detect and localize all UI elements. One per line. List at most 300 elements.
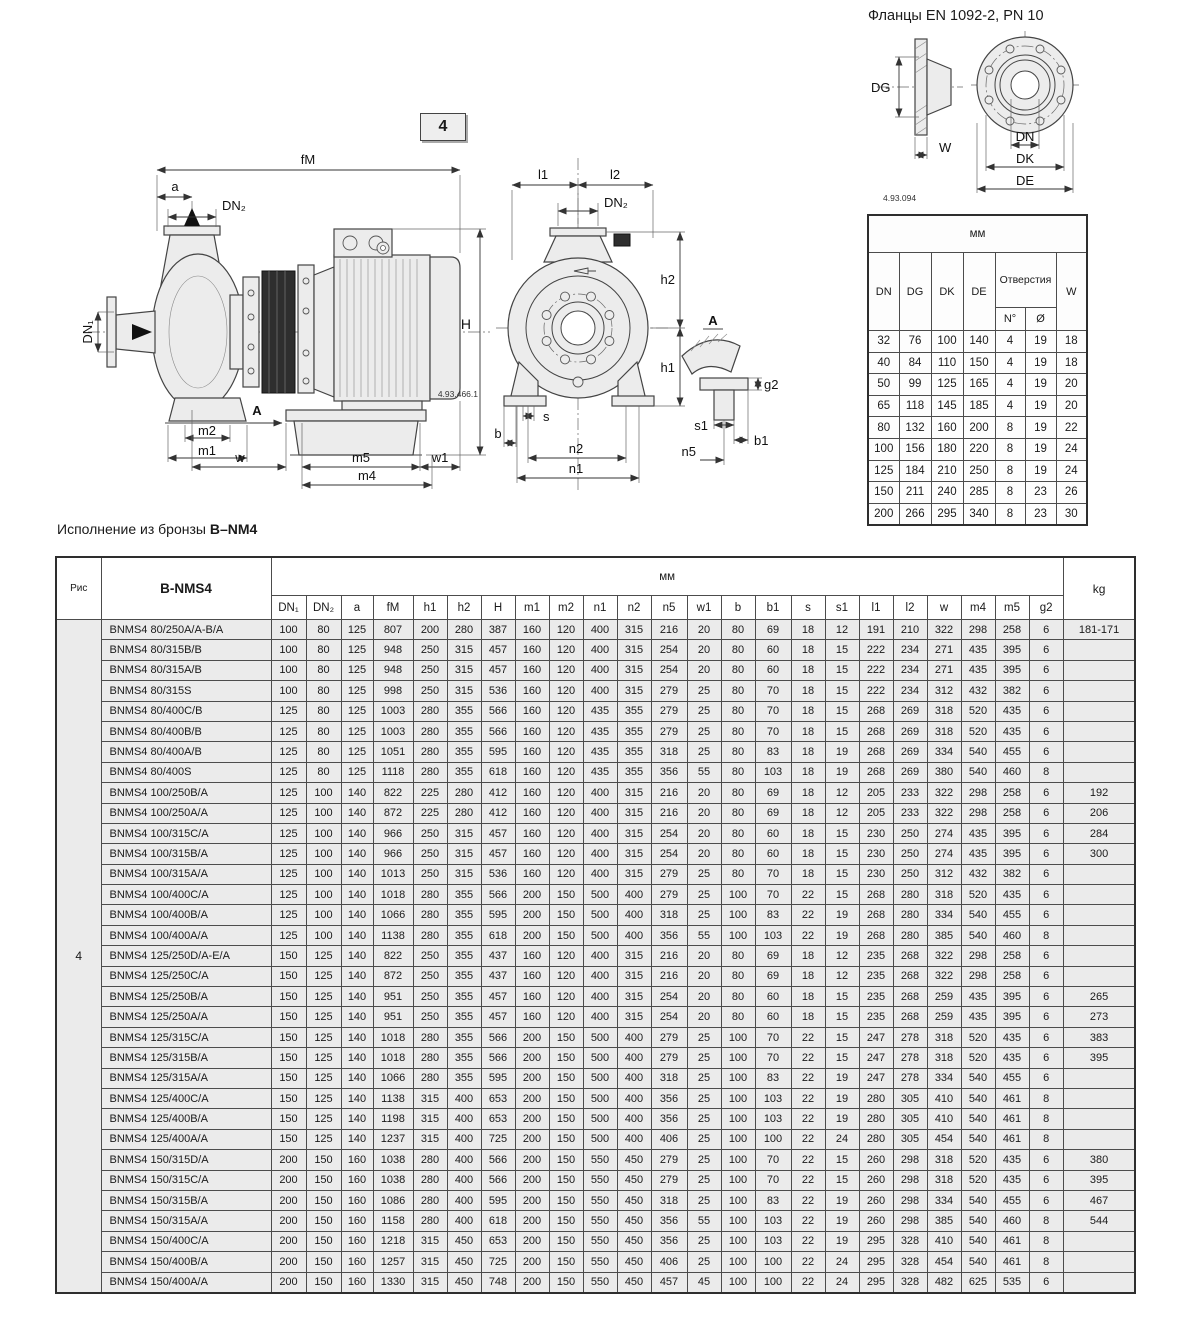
drawing-ref-number: 4.93.466.1 bbox=[437, 389, 478, 399]
dim-cell: 550 bbox=[583, 1272, 617, 1293]
dim-cell: 254 bbox=[651, 640, 687, 660]
dim-cell: 280 bbox=[893, 925, 927, 945]
pump-model-cell: BNMS4 150/400C/A bbox=[101, 1231, 271, 1251]
dim-cell: 6 bbox=[1029, 1170, 1063, 1190]
dim-cell: 150 bbox=[306, 1190, 341, 1210]
dim-cell: 150 bbox=[549, 1068, 583, 1088]
dim-cell: 18 bbox=[791, 783, 825, 803]
dim-cell: 540 bbox=[961, 1190, 995, 1210]
dim-cell: 250 bbox=[413, 660, 447, 680]
dim-cell: 250 bbox=[413, 823, 447, 843]
vent-plug bbox=[614, 234, 630, 246]
label-w-flange: W bbox=[939, 140, 952, 155]
dim-cell: 298 bbox=[893, 1190, 927, 1210]
dim-cell: 540 bbox=[961, 1129, 995, 1149]
dim-cell: 6 bbox=[1029, 823, 1063, 843]
dim-cell: 140 bbox=[341, 1048, 373, 1068]
flange-dim-cell: 240 bbox=[931, 482, 963, 504]
table-row bbox=[56, 620, 1135, 640]
dim-cell: 279 bbox=[651, 701, 687, 721]
dim-cell: 160 bbox=[341, 1252, 373, 1272]
dim-cell: 328 bbox=[893, 1252, 927, 1272]
dim-cell: 250 bbox=[413, 987, 447, 1007]
dim-cell: 120 bbox=[549, 660, 583, 680]
dim-cell: 70 bbox=[755, 1170, 791, 1190]
dim-cell: 315 bbox=[413, 1109, 447, 1129]
dim-cell: 18 bbox=[791, 946, 825, 966]
dim-cell: 70 bbox=[755, 864, 791, 884]
dim-cell: 19 bbox=[825, 742, 859, 762]
dim-cell: 318 bbox=[927, 1150, 961, 1170]
dim-cell: 100 bbox=[306, 844, 341, 864]
dim-cell: 412 bbox=[481, 803, 515, 823]
dim-cell: 140 bbox=[341, 823, 373, 843]
dim-cell: 540 bbox=[961, 762, 995, 782]
dim-cell: 120 bbox=[549, 823, 583, 843]
dim-cell: 120 bbox=[549, 640, 583, 660]
kg-cell bbox=[1063, 701, 1135, 721]
pump-model-cell: BNMS4 125/315C/A bbox=[101, 1027, 271, 1047]
dim-cell: 8 bbox=[1029, 1129, 1063, 1149]
dim-cell: 140 bbox=[341, 1129, 373, 1149]
dim-cell: 19 bbox=[825, 1190, 859, 1210]
dim-cell: 80 bbox=[721, 620, 755, 640]
dim-cell: 150 bbox=[549, 1231, 583, 1251]
dim-cell: 280 bbox=[893, 885, 927, 905]
dim-column-header: n2 bbox=[617, 596, 651, 620]
flange-dim-cell: 4 bbox=[995, 331, 1025, 353]
dim-cell: 18 bbox=[791, 620, 825, 640]
dim-cell: 6 bbox=[1029, 1272, 1063, 1293]
dim-column-header: h1 bbox=[413, 596, 447, 620]
dim-cell: 160 bbox=[515, 620, 549, 640]
dim-cell: 566 bbox=[481, 721, 515, 741]
dim-cell: 268 bbox=[859, 905, 893, 925]
table-row bbox=[56, 1211, 1135, 1231]
dim-cell: 140 bbox=[341, 783, 373, 803]
dim-column-header: g2 bbox=[1029, 596, 1063, 620]
dim-cell: 235 bbox=[859, 966, 893, 986]
kg-cell: 265 bbox=[1063, 987, 1135, 1007]
dim-cell: 125 bbox=[306, 987, 341, 1007]
flange-dim-cell: 4 bbox=[995, 352, 1025, 374]
dim-cell: 234 bbox=[893, 660, 927, 680]
flange-dim-cell: 65 bbox=[868, 395, 899, 417]
table-row bbox=[56, 742, 1135, 762]
dim-cell: 540 bbox=[961, 1252, 995, 1272]
dim-column-header: s bbox=[791, 596, 825, 620]
dim-cell: 334 bbox=[927, 905, 961, 925]
dim-cell: 356 bbox=[651, 1088, 687, 1108]
label-a: a bbox=[171, 179, 179, 194]
motor-rear-cover bbox=[430, 257, 460, 399]
dim-cell: 15 bbox=[825, 823, 859, 843]
dim-cell: 20 bbox=[687, 946, 721, 966]
dim-cell: 500 bbox=[583, 925, 617, 945]
dim-cell: 55 bbox=[687, 1211, 721, 1231]
dim-cell: 18 bbox=[791, 1007, 825, 1027]
dim-cell: 150 bbox=[271, 966, 306, 986]
dim-cell: 435 bbox=[995, 1170, 1029, 1190]
dim-cell: 216 bbox=[651, 620, 687, 640]
dim-cell: 160 bbox=[515, 762, 549, 782]
dim-cell: 200 bbox=[271, 1231, 306, 1251]
dim-cell: 15 bbox=[825, 987, 859, 1007]
pump-dimensions-table bbox=[55, 556, 1136, 1294]
dim-cell: 160 bbox=[341, 1272, 373, 1293]
dim-cell: 150 bbox=[549, 1048, 583, 1068]
flange-dim-cell: 20 bbox=[1056, 374, 1087, 396]
dim-cell: 315 bbox=[617, 640, 651, 660]
flange-table-row bbox=[868, 331, 1087, 353]
dim-column-header: s1 bbox=[825, 596, 859, 620]
flange-dim-cell: 24 bbox=[1056, 438, 1087, 460]
label-dn2-front: DN₂ bbox=[604, 195, 628, 210]
dim-cell: 15 bbox=[825, 640, 859, 660]
kg-cell bbox=[1063, 966, 1135, 986]
dim-cell: 15 bbox=[825, 1048, 859, 1068]
dim-cell: 566 bbox=[481, 885, 515, 905]
label-dg: DG bbox=[871, 80, 891, 95]
dim-cell: 400 bbox=[447, 1170, 481, 1190]
dim-cell: 15 bbox=[825, 844, 859, 864]
dim-cell: 1018 bbox=[373, 1048, 413, 1068]
dim-cell: 271 bbox=[927, 640, 961, 660]
dim-cell: 120 bbox=[549, 803, 583, 823]
dim-cell: 250 bbox=[413, 640, 447, 660]
dim-cell: 948 bbox=[373, 660, 413, 680]
dim-cell: 295 bbox=[859, 1252, 893, 1272]
pump-model-cell: BNMS4 125/250C/A bbox=[101, 966, 271, 986]
dim-cell: 22 bbox=[791, 1252, 825, 1272]
dim-cell: 268 bbox=[893, 966, 927, 986]
flange-dim-cell: 145 bbox=[931, 395, 963, 417]
dim-cell: 400 bbox=[617, 925, 651, 945]
dim-cell: 24 bbox=[825, 1129, 859, 1149]
dim-cell: 160 bbox=[515, 946, 549, 966]
dim-cell: 400 bbox=[617, 1109, 651, 1129]
dim-cell: 500 bbox=[583, 905, 617, 925]
flange-dim-cell: 200 bbox=[868, 503, 899, 525]
label-n5: n5 bbox=[681, 444, 696, 459]
dim-cell: 20 bbox=[687, 660, 721, 680]
dim-cell: 322 bbox=[927, 966, 961, 986]
kg-cell bbox=[1063, 1129, 1135, 1149]
dim-cell: 356 bbox=[651, 1211, 687, 1231]
dim-cell: 100 bbox=[306, 864, 341, 884]
label-b1: b1 bbox=[754, 433, 769, 448]
dim-cell: 25 bbox=[687, 742, 721, 762]
dim-cell: 160 bbox=[341, 1170, 373, 1190]
dim-cell: 230 bbox=[859, 823, 893, 843]
flange-dim-cell: 132 bbox=[899, 417, 931, 439]
dim-cell: 103 bbox=[755, 762, 791, 782]
dim-cell: 435 bbox=[961, 844, 995, 864]
label-g2: g2 bbox=[764, 377, 779, 392]
table-row bbox=[56, 1007, 1135, 1027]
dim-cell: 280 bbox=[413, 1048, 447, 1068]
table-row bbox=[56, 1129, 1135, 1149]
dim-cell: 80 bbox=[721, 681, 755, 701]
dim-cell: 625 bbox=[961, 1272, 995, 1293]
dim-cell: 160 bbox=[515, 844, 549, 864]
dim-column-header: m5 bbox=[995, 596, 1029, 620]
dim-cell: 25 bbox=[687, 1068, 721, 1088]
dim-cell: 6 bbox=[1029, 721, 1063, 741]
dim-cell: 400 bbox=[583, 620, 617, 640]
dim-cell: 566 bbox=[481, 1170, 515, 1190]
dim-cell: 280 bbox=[859, 1088, 893, 1108]
dim-cell: 259 bbox=[927, 987, 961, 1007]
dim-cell: 258 bbox=[995, 783, 1029, 803]
dim-cell: 566 bbox=[481, 701, 515, 721]
flange-dim-cell: 211 bbox=[899, 482, 931, 504]
flange-w-column-header: W bbox=[1056, 253, 1087, 331]
dim-cell: 80 bbox=[721, 946, 755, 966]
kg-cell bbox=[1063, 905, 1135, 925]
pump-model-cell: BNMS4 125/315B/A bbox=[101, 1048, 271, 1068]
dim-cell: 6 bbox=[1029, 885, 1063, 905]
dim-cell: 6 bbox=[1029, 640, 1063, 660]
dim-cell: 435 bbox=[995, 1150, 1029, 1170]
dim-cell: 150 bbox=[306, 1211, 341, 1231]
flange-table-row bbox=[868, 417, 1087, 439]
dim-cell: 540 bbox=[961, 905, 995, 925]
flange-dim-cell: 32 bbox=[868, 331, 899, 353]
kg-cell bbox=[1063, 640, 1135, 660]
dim-cell: 437 bbox=[481, 946, 515, 966]
dim-cell: 822 bbox=[373, 946, 413, 966]
dim-cell: 22 bbox=[791, 1048, 825, 1068]
dim-cell: 103 bbox=[755, 1231, 791, 1251]
dim-cell: 6 bbox=[1029, 905, 1063, 925]
dim-cell: 1086 bbox=[373, 1190, 413, 1210]
flange-dim-cell: 156 bbox=[899, 438, 931, 460]
dim-cell: 200 bbox=[515, 1231, 549, 1251]
dim-cell: 318 bbox=[927, 885, 961, 905]
label-dk: DK bbox=[1015, 151, 1035, 166]
dim-cell: 269 bbox=[893, 742, 927, 762]
dim-cell: 150 bbox=[549, 1211, 583, 1231]
dim-cell: 355 bbox=[447, 1027, 481, 1047]
dim-cell: 435 bbox=[583, 742, 617, 762]
dim-cell: 250 bbox=[413, 946, 447, 966]
dim-cell: 100 bbox=[721, 1211, 755, 1231]
dim-cell: 305 bbox=[893, 1129, 927, 1149]
dim-cell: 500 bbox=[583, 1088, 617, 1108]
dim-cell: 298 bbox=[961, 946, 995, 966]
dim-cell: 460 bbox=[995, 1211, 1029, 1231]
dim-cell: 395 bbox=[995, 987, 1029, 1007]
suction-flange bbox=[164, 226, 220, 235]
flange-dim-cell: 8 bbox=[995, 417, 1025, 439]
dim-cell: 125 bbox=[271, 803, 306, 823]
dim-cell: 356 bbox=[651, 925, 687, 945]
dim-cell: 315 bbox=[413, 1088, 447, 1108]
dim-cell: 280 bbox=[413, 1027, 447, 1047]
dim-cell: 450 bbox=[617, 1231, 651, 1251]
dim-cell: 280 bbox=[413, 1190, 447, 1210]
dim-cell: 80 bbox=[721, 742, 755, 762]
flange-dim-cell: 185 bbox=[963, 395, 995, 417]
motor-feet bbox=[342, 401, 422, 410]
dim-cell: 120 bbox=[549, 946, 583, 966]
dim-cell: 160 bbox=[341, 1211, 373, 1231]
bronze-note-text: Исполнение из бронзы bbox=[57, 521, 210, 537]
table-row bbox=[56, 1190, 1135, 1210]
dim-cell: 22 bbox=[791, 1109, 825, 1129]
dim-cell: 216 bbox=[651, 946, 687, 966]
dim-cell: 8 bbox=[1029, 925, 1063, 945]
dim-cell: 318 bbox=[651, 742, 687, 762]
dim-cell: 566 bbox=[481, 1027, 515, 1047]
kg-cell: 467 bbox=[1063, 1190, 1135, 1210]
flange-table-row bbox=[868, 438, 1087, 460]
dim-cell: 279 bbox=[651, 681, 687, 701]
dim-cell: 125 bbox=[271, 742, 306, 762]
dim-cell: 400 bbox=[583, 946, 617, 966]
flange-ref-number: 4.93.094 bbox=[883, 193, 917, 203]
flange-column-header: DG bbox=[899, 253, 931, 331]
dim-cell: 435 bbox=[995, 1027, 1029, 1047]
dim-cell: 1218 bbox=[373, 1231, 413, 1251]
dim-cell: 120 bbox=[549, 783, 583, 803]
dim-cell: 1330 bbox=[373, 1272, 413, 1293]
label-n1: n1 bbox=[568, 461, 584, 476]
dim-cell: 6 bbox=[1029, 864, 1063, 884]
dim-cell: 25 bbox=[687, 905, 721, 925]
dim-cell: 725 bbox=[481, 1129, 515, 1149]
dim-cell: 595 bbox=[481, 1068, 515, 1088]
dim-cell: 318 bbox=[651, 905, 687, 925]
dim-cell: 1003 bbox=[373, 701, 413, 721]
pump-model-cell: BNMS4 100/250A/A bbox=[101, 803, 271, 823]
dim-cell: 100 bbox=[721, 1109, 755, 1129]
dim-cell: 210 bbox=[893, 620, 927, 640]
pump-model-cell: BNMS4 100/400C/A bbox=[101, 885, 271, 905]
flange-dim-cell: 84 bbox=[899, 352, 931, 374]
dim-cell: 222 bbox=[859, 640, 893, 660]
dim-cell: 951 bbox=[373, 1007, 413, 1027]
dim-cell: 250 bbox=[893, 864, 927, 884]
dim-cell: 268 bbox=[893, 987, 927, 1007]
label-w: w bbox=[235, 450, 245, 465]
flange-dim-cell: 184 bbox=[899, 460, 931, 482]
dim-cell: 435 bbox=[583, 721, 617, 741]
table-row bbox=[56, 1272, 1135, 1293]
dim-column-header: n1 bbox=[583, 596, 617, 620]
dim-cell: 322 bbox=[927, 803, 961, 823]
dim-cell: 150 bbox=[306, 1252, 341, 1272]
dim-cell: 200 bbox=[271, 1272, 306, 1293]
flange-dim-cell: 160 bbox=[931, 417, 963, 439]
dim-cell: 435 bbox=[583, 762, 617, 782]
dim-cell: 298 bbox=[961, 783, 995, 803]
table-row bbox=[56, 1109, 1135, 1129]
dim-cell: 457 bbox=[651, 1272, 687, 1293]
pump-model-cell: BNMS4 125/400A/A bbox=[101, 1129, 271, 1149]
dim-cell: 279 bbox=[651, 1150, 687, 1170]
dim-cell: 125 bbox=[271, 762, 306, 782]
dim-cell: 355 bbox=[447, 701, 481, 721]
dim-cell: 233 bbox=[893, 783, 927, 803]
kg-cell: 181-171 bbox=[1063, 620, 1135, 640]
dim-cell: 20 bbox=[687, 1007, 721, 1027]
dim-cell: 22 bbox=[791, 1190, 825, 1210]
dim-cell: 200 bbox=[271, 1211, 306, 1231]
dim-cell: 80 bbox=[306, 721, 341, 741]
dim-cell: 25 bbox=[687, 701, 721, 721]
dim-cell: 150 bbox=[306, 1272, 341, 1293]
flange-dim-cell: 200 bbox=[963, 417, 995, 439]
dim-cell: 80 bbox=[306, 762, 341, 782]
pump-model-cell: BNMS4 80/315B/B bbox=[101, 640, 271, 660]
dim-cell: 298 bbox=[961, 966, 995, 986]
dim-cell: 100 bbox=[721, 1231, 755, 1251]
dim-cell: 80 bbox=[721, 660, 755, 680]
kg-cell: 206 bbox=[1063, 803, 1135, 823]
dim-cell: 250 bbox=[893, 823, 927, 843]
dim-cell: 150 bbox=[271, 1088, 306, 1108]
dim-cell: 450 bbox=[617, 1190, 651, 1210]
dim-cell: 60 bbox=[755, 660, 791, 680]
dim-cell: 60 bbox=[755, 1007, 791, 1027]
dim-cell: 19 bbox=[825, 762, 859, 782]
dim-cell: 435 bbox=[961, 987, 995, 1007]
flange-dim-cell: 40 bbox=[868, 352, 899, 374]
flange-dim-cell: 8 bbox=[995, 503, 1025, 525]
dim-cell: 200 bbox=[515, 885, 549, 905]
dim-cell: 222 bbox=[859, 660, 893, 680]
pump-model-cell: BNMS4 80/400S bbox=[101, 762, 271, 782]
dim-cell: 315 bbox=[447, 681, 481, 701]
table-row bbox=[56, 844, 1135, 864]
pump-front-view-drawing bbox=[488, 148, 833, 503]
dim-cell: 482 bbox=[927, 1272, 961, 1293]
kg-cell: 544 bbox=[1063, 1211, 1135, 1231]
dim-cell: 1138 bbox=[373, 925, 413, 945]
dim-cell: 120 bbox=[549, 681, 583, 701]
dim-cell: 222 bbox=[859, 681, 893, 701]
dim-cell: 355 bbox=[617, 742, 651, 762]
dim-cell: 100 bbox=[721, 1190, 755, 1210]
flange-dim-cell: 295 bbox=[931, 503, 963, 525]
dim-cell: 25 bbox=[687, 1109, 721, 1129]
dim-cell: 410 bbox=[927, 1088, 961, 1108]
kg-cell: 300 bbox=[1063, 844, 1135, 864]
dim-cell: 250 bbox=[413, 864, 447, 884]
kg-cell: 273 bbox=[1063, 1007, 1135, 1027]
dim-cell: 998 bbox=[373, 681, 413, 701]
flange-dim-cell: 26 bbox=[1056, 482, 1087, 504]
pump-model-cell: BNMS4 80/315A/B bbox=[101, 660, 271, 680]
table-row bbox=[56, 640, 1135, 660]
dim-cell: 6 bbox=[1029, 946, 1063, 966]
dim-cell: 540 bbox=[961, 1231, 995, 1251]
dim-cell: 355 bbox=[447, 762, 481, 782]
dim-cell: 315 bbox=[413, 1272, 447, 1293]
dim-cell: 400 bbox=[447, 1088, 481, 1108]
dim-cell: 435 bbox=[995, 701, 1029, 721]
label-section-a: A bbox=[252, 403, 262, 418]
flange-dim-cell: 19 bbox=[1025, 352, 1056, 374]
dim-column-header: b bbox=[721, 596, 755, 620]
dim-cell: 540 bbox=[961, 1211, 995, 1231]
dim-cell: 8 bbox=[1029, 1211, 1063, 1231]
table-row bbox=[56, 925, 1135, 945]
dim-cell: 100 bbox=[755, 1272, 791, 1293]
dim-cell: 298 bbox=[961, 803, 995, 823]
